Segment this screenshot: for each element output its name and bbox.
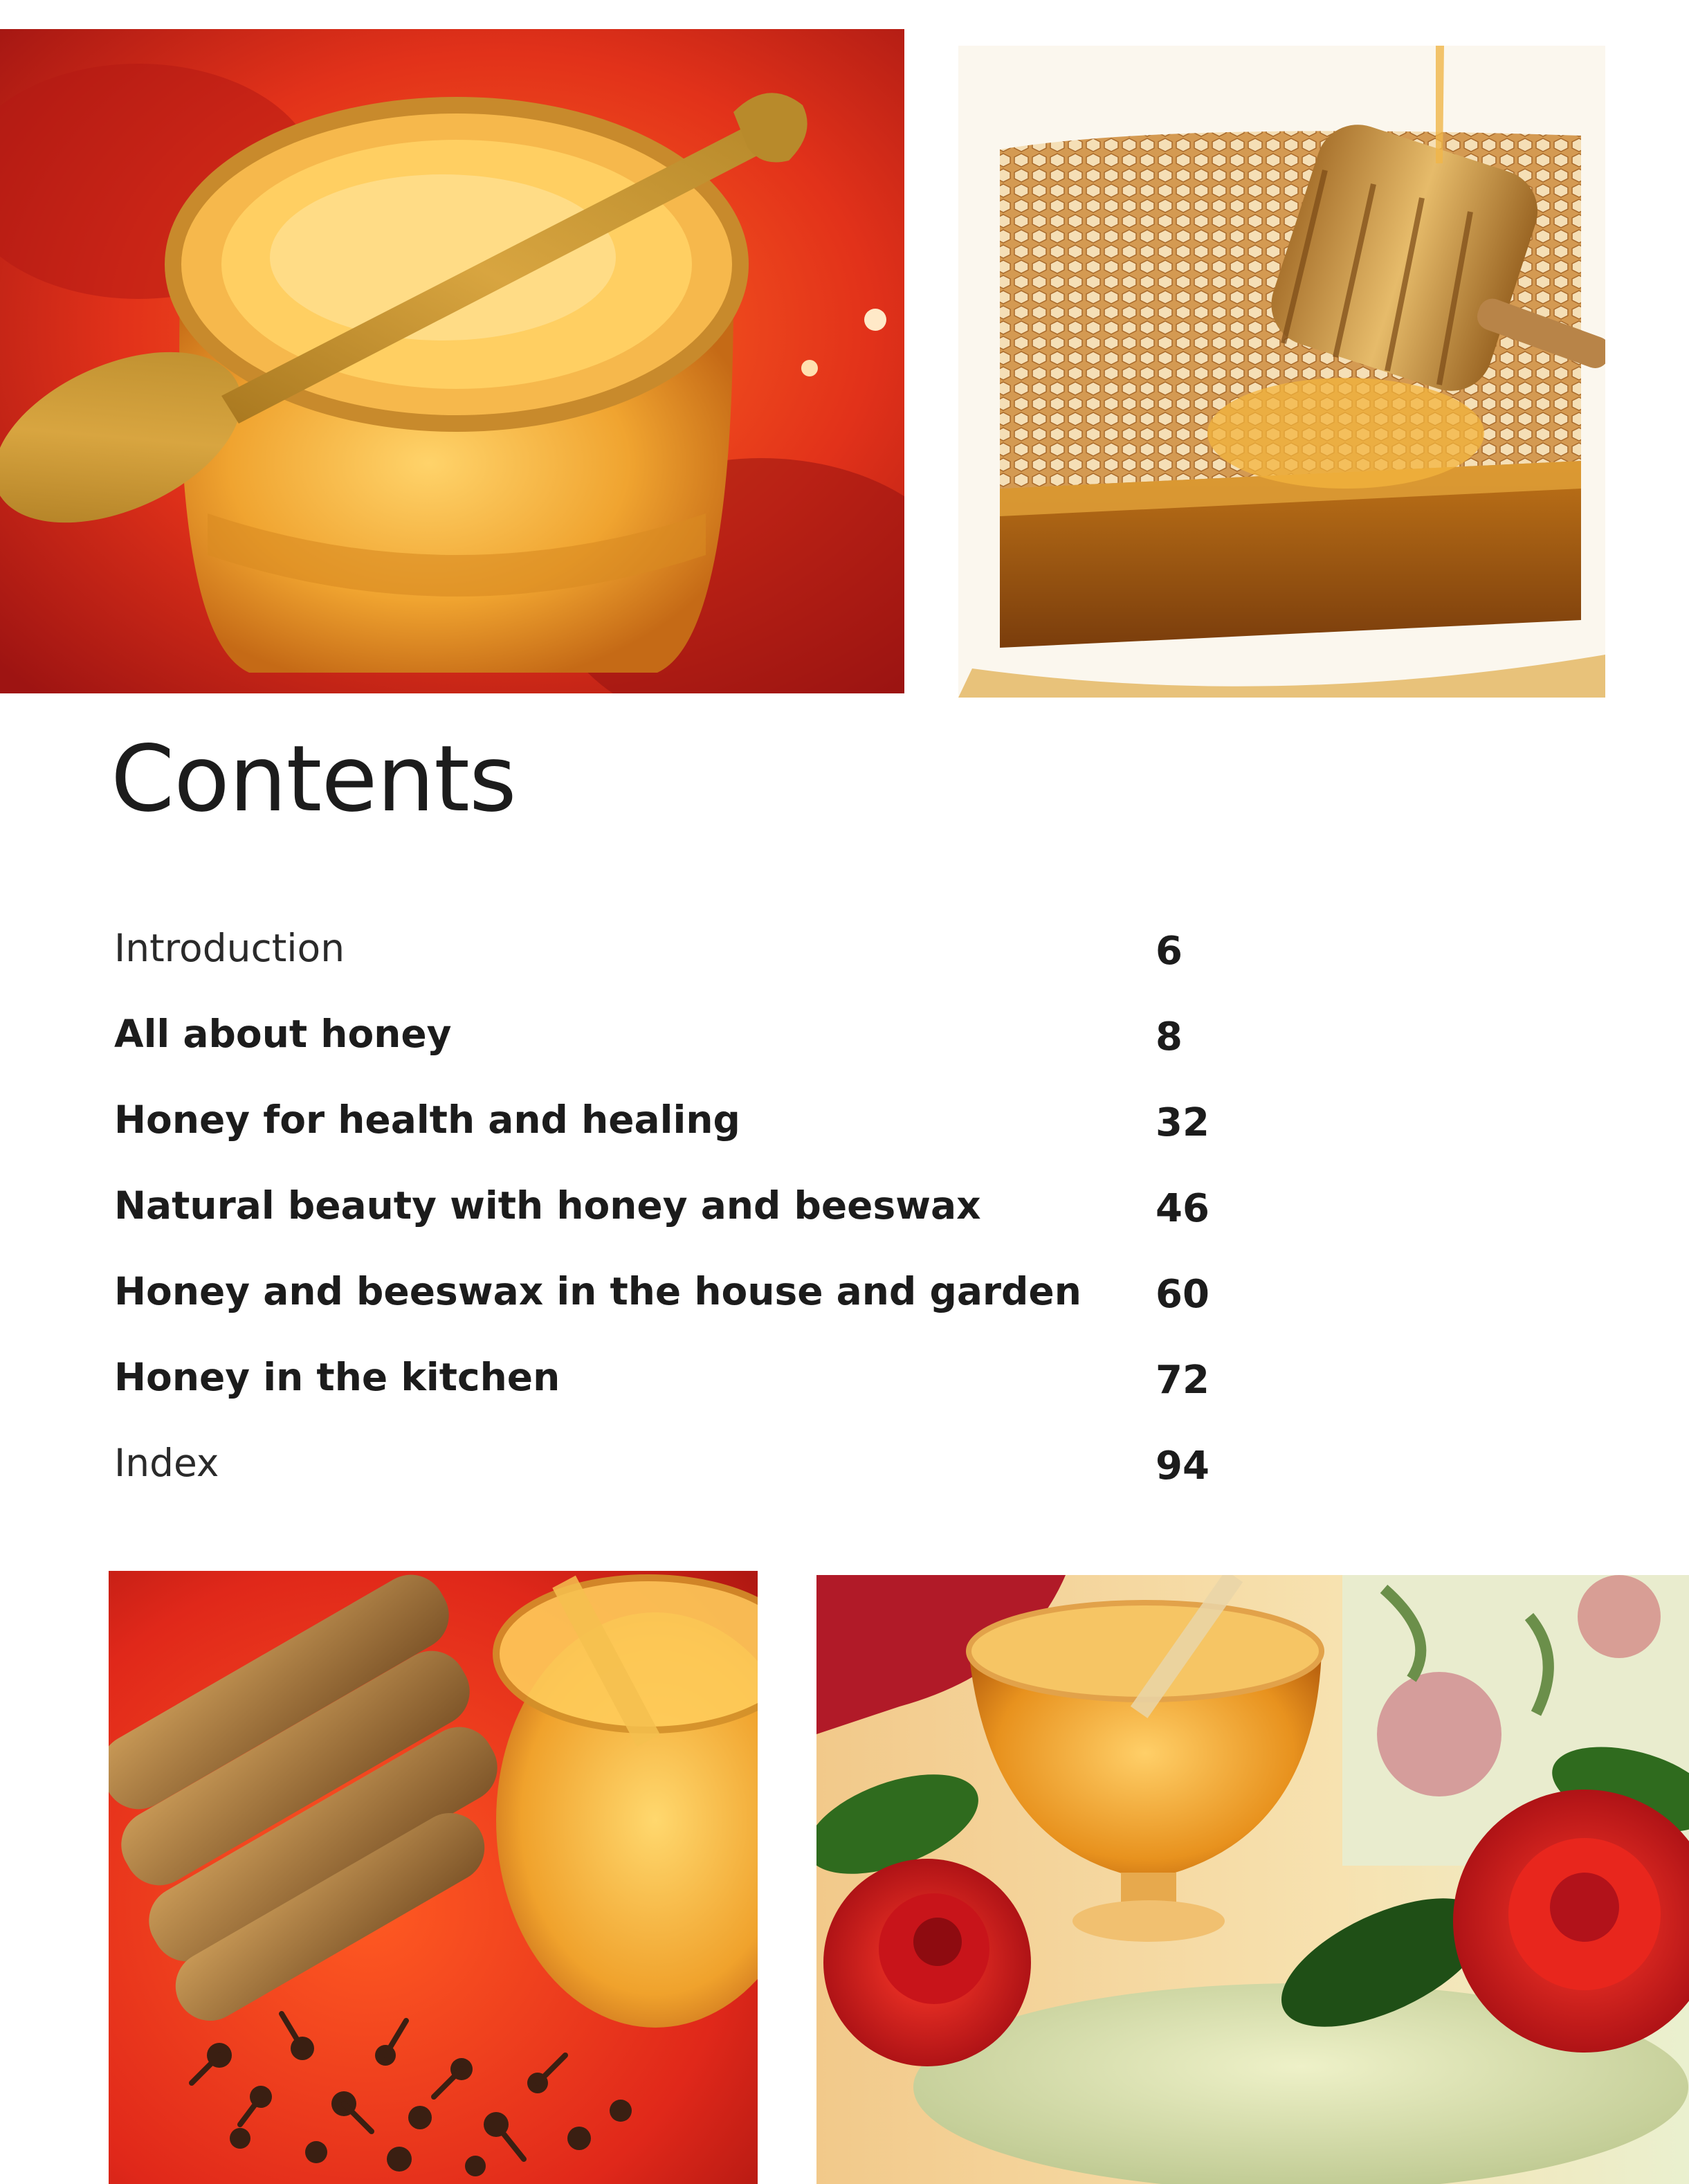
photo-honeycomb-with-dipper (958, 46, 1605, 698)
toc-entry-introduction[interactable] (114, 927, 1221, 1013)
toc-entry-page-number: 46 (1156, 1186, 1209, 1231)
toc-entry-all-about-honey[interactable] (114, 1013, 1221, 1099)
toc-entry-title: Introduction (114, 926, 345, 970)
toc-entry-page-number: 32 (1156, 1100, 1209, 1145)
photo-honey-jar-with-spoon (0, 29, 904, 693)
toc-entry-page-number: 94 (1156, 1444, 1209, 1489)
toc-entry-page-number: 72 (1156, 1358, 1209, 1403)
table-of-contents (114, 927, 1221, 1528)
toc-entry-title: Honey and beeswax in the house and garden (114, 1269, 1081, 1313)
toc-entry-health-and-healing[interactable] (114, 1099, 1221, 1185)
toc-entry-title: Honey for health and healing (114, 1098, 740, 1142)
toc-entry-page-number: 60 (1156, 1272, 1209, 1317)
toc-entry-title: Index (114, 1441, 219, 1485)
toc-entry-title: All about honey (114, 1012, 452, 1056)
toc-entry-page-number: 8 (1156, 1014, 1183, 1059)
photo-honey-bowl-with-camellias (816, 1575, 1689, 2184)
page-title: Contents (111, 726, 516, 832)
toc-entry-natural-beauty[interactable] (114, 1185, 1221, 1271)
toc-entry-kitchen[interactable] (114, 1356, 1221, 1442)
toc-entry-house-and-garden[interactable] (114, 1271, 1221, 1356)
photo-cinnamon-cloves-honey (109, 1571, 758, 2184)
toc-entry-title: Honey in the kitchen (114, 1355, 560, 1399)
toc-entry-index[interactable] (114, 1442, 1221, 1528)
toc-entry-title: Natural beauty with honey and beeswax (114, 1183, 981, 1228)
toc-entry-page-number: 6 (1156, 929, 1183, 974)
